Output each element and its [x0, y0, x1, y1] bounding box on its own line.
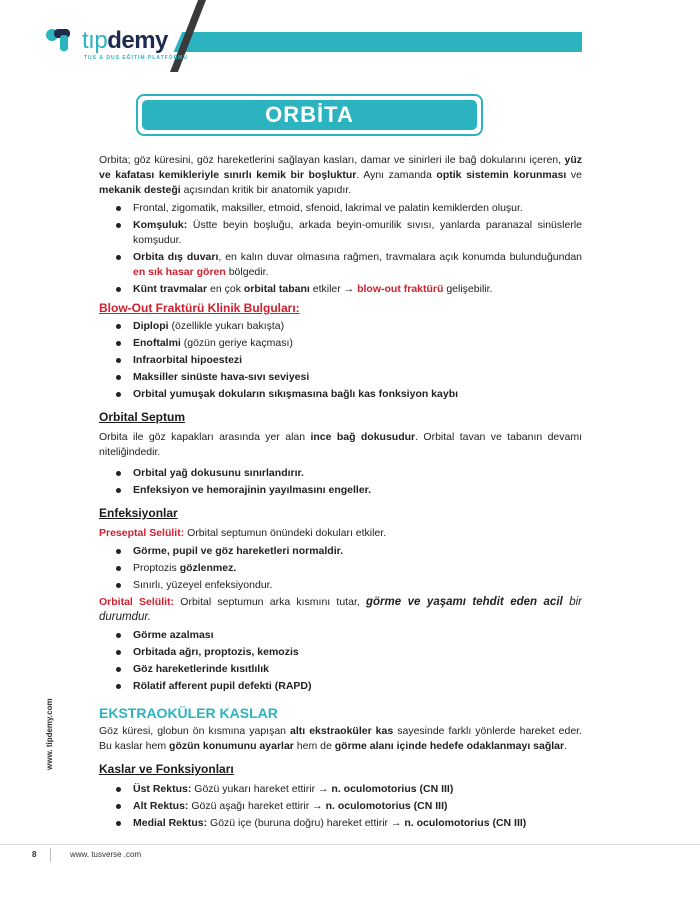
footer-url: www. tusverse .com — [70, 850, 142, 859]
list-item: Infraorbital hipoestezi — [99, 353, 582, 368]
septum-list — [99, 466, 582, 498]
list-item: Alt Rektus: Gözü aşağı hareket ettirir → n. oculomotorius (CN III) — [99, 799, 582, 814]
blowout-heading: Blow-Out Fraktürü Klinik Bulguları: — [99, 301, 300, 315]
tipdemy-logo — [44, 27, 168, 53]
blowout-list — [99, 319, 582, 402]
footer-separator — [50, 848, 51, 862]
orbital-cellulitis-list — [99, 628, 582, 694]
preseptal-list — [99, 544, 582, 593]
list-item: Orbital yumuşak dokuların sıkışmasına bağlı kas fonksiyon kaybı — [99, 387, 582, 402]
list-item: Enoftalmi (gözün geriye kaçması) — [99, 336, 582, 351]
orbital-cellulitis-paragraph: Orbital Selülit: Orbital septumun arka kısmını tutar, görme ve yaşamı tehdit eden acil bir durumdur. — [99, 596, 582, 623]
title-box — [136, 94, 483, 136]
logo-icon — [44, 27, 82, 53]
muscles-heading: Kaslar ve Fonksiyonları — [99, 762, 234, 776]
intro-list — [99, 201, 582, 297]
list-item: Proptozis gözlenmez. — [99, 561, 582, 576]
main-content — [99, 153, 582, 833]
page-title: ORBİTA — [142, 100, 477, 130]
logo-text-a: tıp — [82, 27, 108, 54]
intro-paragraph: Orbita; göz küresini, göz hareketlerini sağlayan kasları, damar ve sinirleri ile bağ dokularını içeren, yüz ve kafatası kemikleriyle sınırlı kemik bir boşluktur. Aynı zamanda optik sistemin korunması ve mekanik desteği açısından kritik bir anatomik yapıdır. — [99, 154, 583, 196]
list-item: Diplopi (özellikle yukarı bakışta) — [99, 319, 582, 334]
list-item: Göz hareketlerinde kısıtlılık — [99, 662, 582, 677]
list-item: Maksiller sinüste hava-sıvı seviyesi — [99, 370, 582, 385]
preseptal-paragraph: Preseptal Selülit: Orbital septumun önündeki dokuları etkiler. — [99, 527, 387, 539]
list-item: Orbital yağ dokusunu sınırlandırır. — [99, 466, 582, 481]
list-item: Komşuluk: Üstte beyin boşluğu, arkada beyin-omurilik sıvısı, yanlarda paranazal sinüslerle komşudur. — [99, 218, 582, 248]
list-item: Görme, pupil ve göz hareketleri normaldir. — [99, 544, 582, 559]
footer-divider — [0, 844, 700, 845]
eom-heading: EKSTRAOKÜLER KASLAR — [99, 705, 278, 721]
page-number: 8 — [32, 850, 37, 859]
list-item: Üst Rektus: Gözü yukarı hareket ettirir → n. oculomotorius (CN III) — [99, 782, 582, 797]
list-item: Medial Rektus: Gözü içe (buruna doğru) hareket ettirir → n. oculomotorius (CN III) — [99, 816, 582, 831]
list-item: Frontal, zigomatik, maksiller, etmoid, sfenoid, lakrimal ve palatin kemiklerden oluşur. — [99, 201, 582, 216]
list-item: Künt travmalar en çok orbital tabanı etkiler → blow-out fraktürü gelişebilir. — [99, 282, 582, 297]
list-item: Orbitada ağrı, proptozis, kemozis — [99, 645, 582, 660]
side-url: www. tipdemy.com — [45, 698, 54, 770]
list-item: Rölatif afferent pupil defekti (RAPD) — [99, 679, 582, 694]
list-item: Orbita dış duvarı, en kalın duvar olmasına rağmen, travmalara açık konumda bulunduğundan en sık hasar gören bölgedir. — [99, 250, 582, 280]
list-item: Enfeksiyon ve hemorajinin yayılmasını engeller. — [99, 483, 582, 498]
eom-paragraph: Göz küresi, globun ön kısmına yapışan altı ekstraoküler kas sayesinde farklı yönlerde hareket eder. Bu kaslar hem gözün konumunu ayarlar hem de görme alanı içinde hedefe odaklanmayı sağlar. — [99, 725, 582, 752]
muscles-list — [99, 782, 582, 831]
logo-subtitle: TUS & DUS EĞİTİM PLATFORMU — [84, 55, 188, 61]
septum-paragraph: Orbita ile göz kapakları arasında yer alan ince bağ dokusudur. Orbital tavan ve tabanın devamı niteliğindedir. — [99, 431, 583, 458]
logo-text-b: demy — [107, 27, 168, 54]
list-item: Sınırlı, yüzeyel enfeksiyondur. — [99, 578, 582, 593]
infection-heading: Enfeksiyonlar — [99, 506, 178, 520]
list-item: Görme azalması — [99, 628, 582, 643]
septum-heading: Orbital Septum — [99, 410, 186, 424]
